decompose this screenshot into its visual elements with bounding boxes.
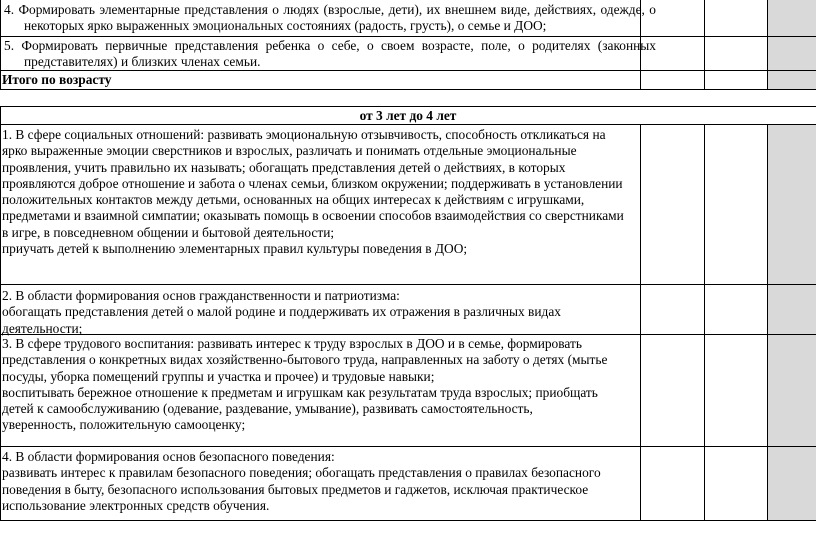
total-row: [2, 72, 634, 88]
age-section-title: [0, 108, 816, 124]
section-safety-line: поведения в быту, безопасного использования бытовых предметов и гаджетов, исключая практическое: [2, 481, 589, 497]
section-patriotism: [2, 288, 638, 337]
goal-row-5-text: 5. Формировать первичные представления ребенка о себе, о своем возрасте, поле, о родителях (законных представителях) и близких членах семьи.: [4, 38, 656, 70]
section-social-line: в игре, в повседневном общении и бытовой деятельности;: [2, 224, 335, 240]
shaded-column-bottom: [767, 124, 816, 520]
section-labour-line: 3. В сфере трудового воспитания: развивать интерес к труду взрослых в ДОО и в семье, формировать: [2, 336, 582, 351]
goal-row-5: [4, 38, 656, 71]
col-rule: [704, 0, 705, 89]
section-labour: [2, 336, 638, 434]
row-rule: [0, 89, 816, 90]
col-rule: [0, 0, 1, 89]
section-social-line: проявляются доброе отношение и забота о членах семьи, близком окружении; поддерживать в установлении: [2, 175, 623, 191]
row-rule: [0, 106, 816, 107]
goal-row-4-text: 4. Формировать элементарные представления о людях (взрослые, дети), их внешнем виде, действиях, одежде, о некоторых ярко выраженных эмоциональных состояниях (радость, грусть), о семье и ДОО;: [4, 2, 656, 34]
shaded-column-top: [767, 0, 816, 89]
section-labour-line: воспитывать бережное отношение к предметам и игрушкам как результатам труда взрослых; приобщать: [2, 384, 598, 400]
row-rule: [0, 520, 816, 521]
section-social-line: проявления, учить правильно их называть; обогащать представления детей о действиях, в которых: [2, 159, 566, 175]
section-labour-line: посуды, уборка помещений группы и участка и прочее) и трудовые навыки;: [2, 368, 435, 384]
section-labour-line: уверенность, положительную самооценку;: [2, 417, 246, 433]
section-safety-line: развивать интерес к правилам безопасного поведения; обогащать представления о правилах безопасного: [2, 465, 601, 481]
section-patriotism-line: 2. В области формирования основ гражданственности и патриотизма:: [2, 288, 400, 303]
section-labour-line: представления о конкретных видах хозяйственно-бытового труда, направленных на заботу о детях (мытье: [2, 352, 608, 368]
total-row-label: Итого по возрасту: [2, 72, 112, 87]
age-section-title-text: от 3 лет до 4 лет: [359, 108, 457, 123]
goal-row-4: [4, 2, 656, 35]
col-rule: [767, 0, 768, 89]
row-rule: [0, 36, 816, 37]
row-rule: [0, 284, 816, 285]
col-rule: [767, 124, 768, 520]
col-rule: [704, 124, 705, 520]
section-social-line: предметами и взаимной симпатии; оказывать помощь в освоении способов взаимодействия со сверстниками: [2, 208, 624, 224]
section-social-line: приучать детей к выполнению элементарных правил культуры поведения в ДОО;: [2, 241, 468, 257]
section-safety-line: 4. В области формирования основ безопасного поведения:: [2, 449, 335, 464]
row-rule: [0, 446, 816, 447]
section-social-line: ярко выраженные эмоции сверстников и взрослых, различать и понимать отдельные эмоциональные: [2, 143, 577, 159]
section-social-line: 1. В сфере социальных отношений: развивать эмоциональную отзывчивость, способность откликаться на: [2, 127, 606, 142]
section-patriotism-line: деятельности;: [2, 320, 83, 336]
section-safety-line: использование электронных средств обучения.: [2, 497, 270, 513]
section-safety: [2, 449, 638, 514]
section-social-line: положительных контактов между детьми, основанных на общих интересах к действиям с игрушками,: [2, 192, 585, 208]
section-social: [2, 127, 638, 257]
section-patriotism-line: обогащать представления детей о малой родине и поддерживать их отражения в различных видах: [2, 304, 561, 320]
col-rule: [0, 124, 1, 520]
section-labour-line: детей к самообслуживанию (одевание, раздевание, умывание), развивать самостоятельность,: [2, 401, 533, 417]
col-rule: [640, 124, 641, 520]
